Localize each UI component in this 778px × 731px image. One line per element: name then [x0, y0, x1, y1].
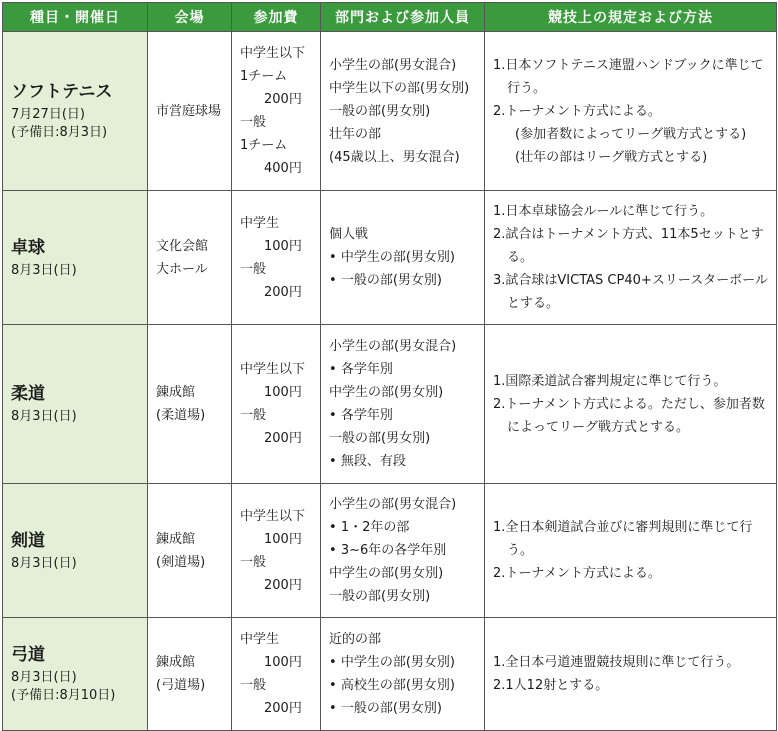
event-date: (予備日:8月3日): [11, 125, 108, 140]
table-row: [3, 325, 777, 484]
division-subitem: • 一般の部(男女別): [329, 269, 476, 292]
division-subitem: • 中学生の部(男女別): [329, 246, 476, 269]
division-subitem: • 高校生の部(男女別): [329, 674, 476, 697]
rules-cell: [485, 325, 777, 484]
fee-cell: [232, 325, 321, 484]
fee-category: 中学生: [240, 632, 280, 647]
rule-item: 1.日本ソフトテニス連盟ハンドブックに準じて行う。: [493, 57, 764, 96]
division-subitem: • 一般の部(男女別): [329, 697, 476, 720]
venue-line: 錬成館: [156, 531, 196, 547]
sport-cell: [3, 618, 148, 731]
fee-amount: 400円: [264, 161, 302, 176]
fee-cell: [232, 484, 321, 618]
division-subitem: • 各学年別: [329, 358, 476, 381]
header-row: [3, 3, 777, 32]
fee-amount: 100円: [264, 385, 302, 400]
rule-item: 1.国際柔道試合審判規定に準じて行う。: [493, 373, 727, 389]
fee-amount: 200円: [264, 577, 302, 593]
header-divisions: 部門および参加人員: [321, 3, 485, 32]
table-row: [3, 191, 777, 325]
fee-category: 中学生以下: [240, 46, 306, 61]
rules-cell: [485, 191, 777, 325]
divisions-cell: [321, 32, 485, 191]
venue-line: 錬成館: [156, 655, 196, 670]
fee-amount: 100円: [264, 238, 302, 254]
fee-amount: 200円: [264, 92, 302, 107]
division-item: 個人戦: [329, 227, 369, 242]
sport-cell: [3, 325, 148, 484]
rule-item: 2.1人12射とする。: [493, 678, 609, 693]
division-subitem: • 3~6年の各学年別: [329, 539, 476, 562]
rule-note: (壮年の部はリーグ戦方式とする): [515, 149, 708, 165]
event-date: 8月3日(日): [11, 670, 77, 685]
fee-amount: 200円: [264, 701, 302, 716]
divisions-cell: [321, 484, 485, 618]
sport-name: 弓道: [11, 645, 45, 665]
division-item: 壮年の部: [329, 126, 382, 142]
rules-cell: [485, 32, 777, 191]
rules-cell: [485, 484, 777, 618]
table-row: [3, 618, 777, 731]
fee-category: 1チーム: [240, 138, 288, 153]
division-item: 一般の部(男女別): [329, 589, 431, 604]
table-row: [3, 32, 777, 191]
rule-item: 2.トーナメント方式による。: [493, 566, 661, 581]
fee-category: 一般: [240, 261, 267, 277]
division-item: 一般の部(男女別): [329, 431, 431, 446]
rule-item: 1.全日本弓道連盟競技規則に準じて行う。: [493, 655, 740, 670]
venue-cell: [148, 325, 232, 484]
fee-amount: 200円: [264, 284, 302, 300]
division-item: 中学生以下の部(男女別): [329, 80, 470, 96]
sport-name: 剣道: [11, 530, 45, 551]
rule-item: 3.試合球はVICTAS CP40+スリースターボールとする。: [493, 273, 768, 311]
fee-cell: [232, 618, 321, 731]
table-row: [3, 484, 777, 618]
division-item: 一般の部(男女別): [329, 103, 431, 119]
event-date: 8月3日(日): [11, 262, 77, 278]
division-subitem: • 中学生の部(男女別): [329, 651, 476, 674]
fee-category: 一般: [240, 115, 267, 130]
division-subitem: • 無段、有段: [329, 450, 476, 473]
fee-cell: [232, 32, 321, 191]
division-item: 中学生の部(男女別): [329, 385, 444, 400]
sport-cell: [3, 32, 148, 191]
venue-line: 錬成館: [156, 385, 196, 400]
venue-line: 市営庭球場: [156, 103, 222, 119]
division-subitem: • 各学年別: [329, 404, 476, 427]
divisions-cell: [321, 325, 485, 484]
fee-category: 中学生: [240, 215, 280, 231]
sport-name: ソフトテニス: [11, 82, 113, 102]
division-item: 小学生の部(男女混合): [329, 497, 457, 512]
fee-amount: 200円: [264, 431, 302, 446]
sport-name: 柔道: [11, 384, 45, 404]
venue-cell: [148, 618, 232, 731]
rule-item: 2.トーナメント方式による。ただし、参加者数によってリーグ戦方式とする。: [493, 396, 765, 435]
sport-cell: [3, 191, 148, 325]
divisions-cell: [321, 191, 485, 325]
event-date: 8月3日(日): [11, 409, 77, 424]
division-item: 小学生の部(男女混合): [329, 57, 457, 73]
rules-cell: [485, 618, 777, 731]
header-rules: 競技上の規定および方法: [485, 3, 777, 32]
header-venue: 会場: [148, 3, 232, 32]
fee-category: 一般: [240, 678, 267, 693]
sport-cell: [3, 484, 148, 618]
competition-schedule-table: [2, 2, 777, 731]
event-date: 7月27日(日): [11, 107, 85, 122]
venue-cell: [148, 32, 232, 191]
fee-amount: 100円: [264, 655, 302, 670]
rule-item: 1.全日本剣道試合並びに審判規則に準じて行う。: [493, 520, 753, 558]
rule-note: (参加者数によってリーグ戦方式とする): [515, 126, 747, 142]
rule-item: 1.日本卓球協会ルールに準じて行う。: [493, 204, 714, 219]
venue-line: 大ホール: [156, 261, 208, 277]
fee-category: 1チーム: [240, 69, 288, 84]
fee-category: 一般: [240, 554, 267, 570]
venue-line: (剣道場): [156, 554, 206, 570]
division-item: 近的の部: [329, 632, 382, 647]
event-date: (予備日:8月10日): [11, 688, 116, 703]
header-sport-date: 種目・開催日: [3, 3, 148, 32]
division-subitem: • 1・2年の部: [329, 516, 476, 539]
event-date: 8月3日(日): [11, 555, 77, 571]
venue-line: (柔道場): [156, 408, 206, 423]
division-item: (45歳以上、男女混合): [329, 149, 460, 165]
fee-cell: [232, 191, 321, 325]
sport-name: 卓球: [11, 237, 45, 258]
venue-line: (弓道場): [156, 678, 206, 693]
venue-cell: [148, 484, 232, 618]
rule-item: 2.トーナメント方式による。: [493, 103, 661, 119]
rule-item: 2.試合はトーナメント方式、11本5セットとする。: [493, 227, 764, 265]
fee-amount: 100円: [264, 531, 302, 547]
fee-category: 中学生以下: [240, 362, 306, 377]
division-item: 中学生の部(男女別): [329, 566, 444, 581]
header-fee: 参加費: [232, 3, 321, 32]
division-item: 小学生の部(男女混合): [329, 339, 457, 354]
divisions-cell: [321, 618, 485, 731]
fee-category: 中学生以下: [240, 508, 306, 524]
fee-category: 一般: [240, 408, 267, 423]
venue-line: 文化会館: [156, 238, 209, 254]
venue-cell: [148, 191, 232, 325]
